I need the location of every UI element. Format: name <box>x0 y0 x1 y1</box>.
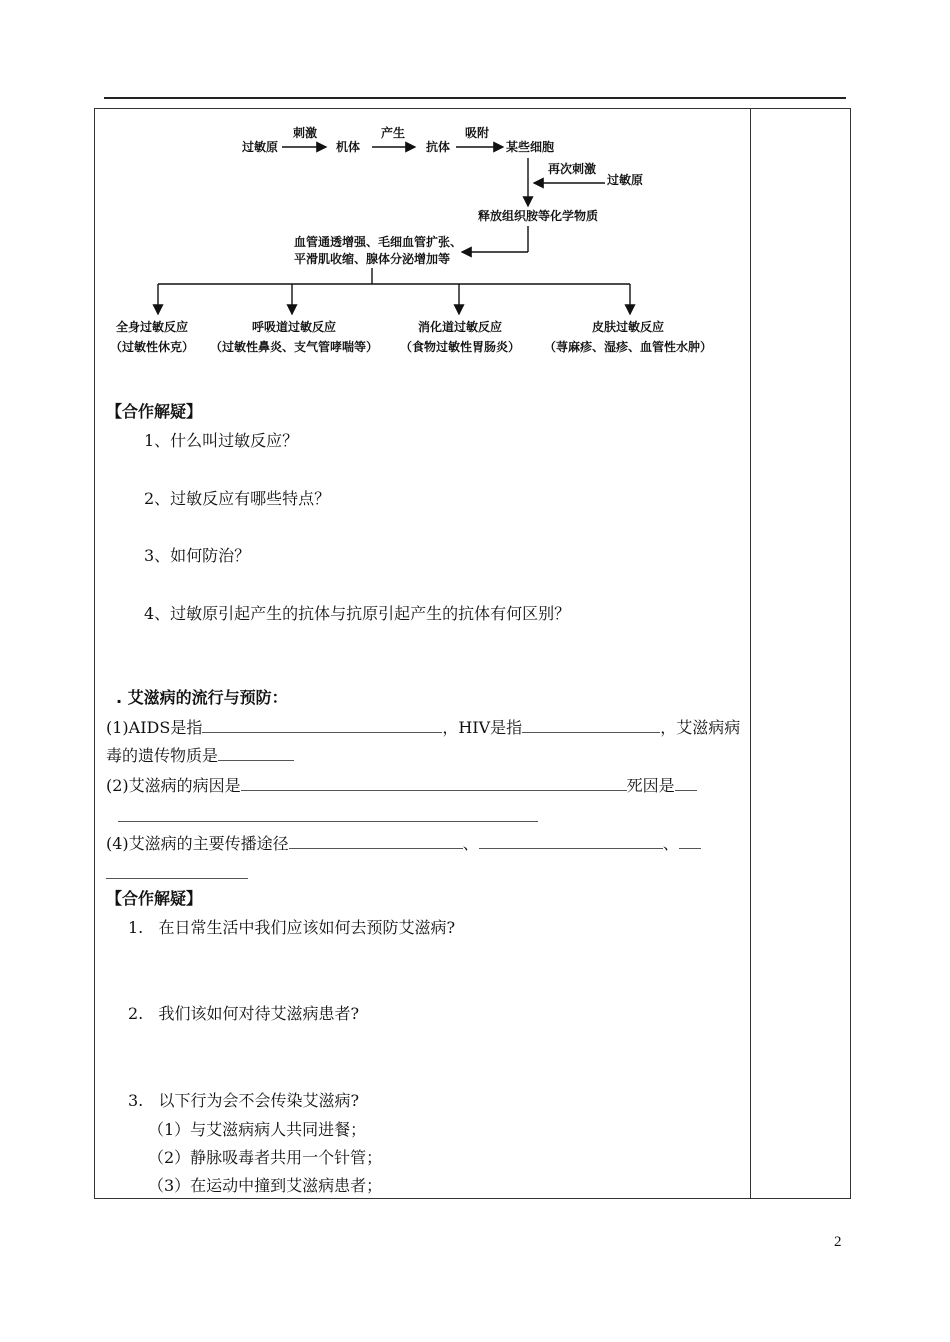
section2-subitem-2: （2）静脉吸毒者共用一个针管； <box>148 1148 383 1167</box>
header-rule <box>104 97 846 99</box>
reaction-2-name: 呼吸道过敏反应 <box>251 320 337 334</box>
reaction-3-name: 消化道过敏反应 <box>417 320 503 334</box>
label-stimulate: 刺激 <box>293 126 318 140</box>
label-produce: 产生 <box>381 126 406 140</box>
route-blank-2[interactable] <box>479 834 663 849</box>
route-sep-1: 、 <box>462 834 479 853</box>
aids-genetic-label: 毒的遗传物质是 <box>106 746 219 765</box>
route-blank-3-continued[interactable] <box>106 878 248 879</box>
reaction-1-example: （过敏性休克） <box>110 340 195 354</box>
death-cause-blank-continued[interactable] <box>118 821 538 822</box>
allergy-mechanism-diagram <box>110 118 730 368</box>
route-blank-1[interactable] <box>289 834 463 849</box>
aids-q1-tail: ，艾滋病病 <box>660 718 741 737</box>
section2-subitem-3: （3）在运动中撞到艾滋病患者； <box>148 1176 383 1195</box>
aids-title: . 艾滋病的流行与预防： <box>116 688 288 707</box>
route-sep-2: 、 <box>662 834 679 853</box>
label-restimulate: 再次刺激 <box>548 162 597 176</box>
aids-q1-line <box>106 718 740 738</box>
effects-line1: 血管通透增强、毛细血管扩张、 <box>294 235 463 249</box>
effects-line2: 平滑肌收缩、腺体分泌增加等 <box>294 252 451 266</box>
node-cells: 某些细胞 <box>506 140 555 154</box>
node-organism: 机体 <box>336 140 361 154</box>
section1-question-1: 1、什么叫过敏反应？ <box>144 431 299 450</box>
section2-question-2: 2. 我们该如何对待艾滋病患者? <box>128 1004 360 1023</box>
section1-question-2: 2、过敏反应有哪些特点？ <box>144 489 331 508</box>
aids-q2-line <box>106 776 697 796</box>
node-allergen-2: 过敏原 <box>607 173 644 187</box>
reaction-4-name: 皮肤过敏反应 <box>591 320 665 334</box>
aids-routes-label: (4)艾滋病的主要传播途径 <box>106 834 289 853</box>
aids-definition-blank[interactable] <box>202 718 442 733</box>
section1-question-3: 3、如何防治？ <box>144 546 251 565</box>
section1-question-4: 4、过敏原引起产生的抗体与抗原引起产生的抗体有何区别？ <box>144 604 571 623</box>
section2-question-3: 3. 以下行为会不会传染艾滋病? <box>128 1091 360 1110</box>
label-adsorb: 吸附 <box>465 126 490 140</box>
death-cause-blank[interactable] <box>675 776 697 791</box>
reaction-1-name: 全身过敏反应 <box>115 320 189 334</box>
reaction-3-example: （食物过敏性胃肠炎） <box>399 340 521 354</box>
route-blank-3[interactable] <box>679 834 701 849</box>
hiv-definition-blank[interactable] <box>522 718 660 733</box>
aids-q4-line <box>106 834 701 854</box>
aids-cause-label: (2)艾滋病的病因是 <box>106 776 241 795</box>
section2-heading: 【合作解疑】 <box>106 889 203 908</box>
aids-q1-label: (1)AIDS是指 <box>106 718 203 737</box>
table-column-divider <box>750 108 751 1199</box>
section2-question-1: 1. 在日常生活中我们应该如何去预防艾滋病? <box>128 918 456 937</box>
node-allergen: 过敏原 <box>242 140 279 154</box>
section1-heading: 【合作解疑】 <box>106 402 203 421</box>
genetic-material-blank[interactable] <box>218 746 294 761</box>
section2-subitem-1: （1）与艾滋病病人共同进餐； <box>148 1120 367 1139</box>
aids-q1-hiv-label: ，HIV是指 <box>442 718 523 737</box>
node-antibody: 抗体 <box>426 140 451 154</box>
node-release: 释放组织胺等化学物质 <box>478 209 599 223</box>
reaction-2-example: （过敏性鼻炎、支气管哮喘等） <box>209 340 379 354</box>
page-number: 2 <box>834 1234 842 1250</box>
reaction-4-example: （荨麻疹、湿疹、血管性水肿） <box>543 340 713 354</box>
aids-death-label: 死因是 <box>626 776 675 795</box>
cause-blank[interactable] <box>241 776 627 791</box>
aids-q1-line2 <box>106 746 294 766</box>
